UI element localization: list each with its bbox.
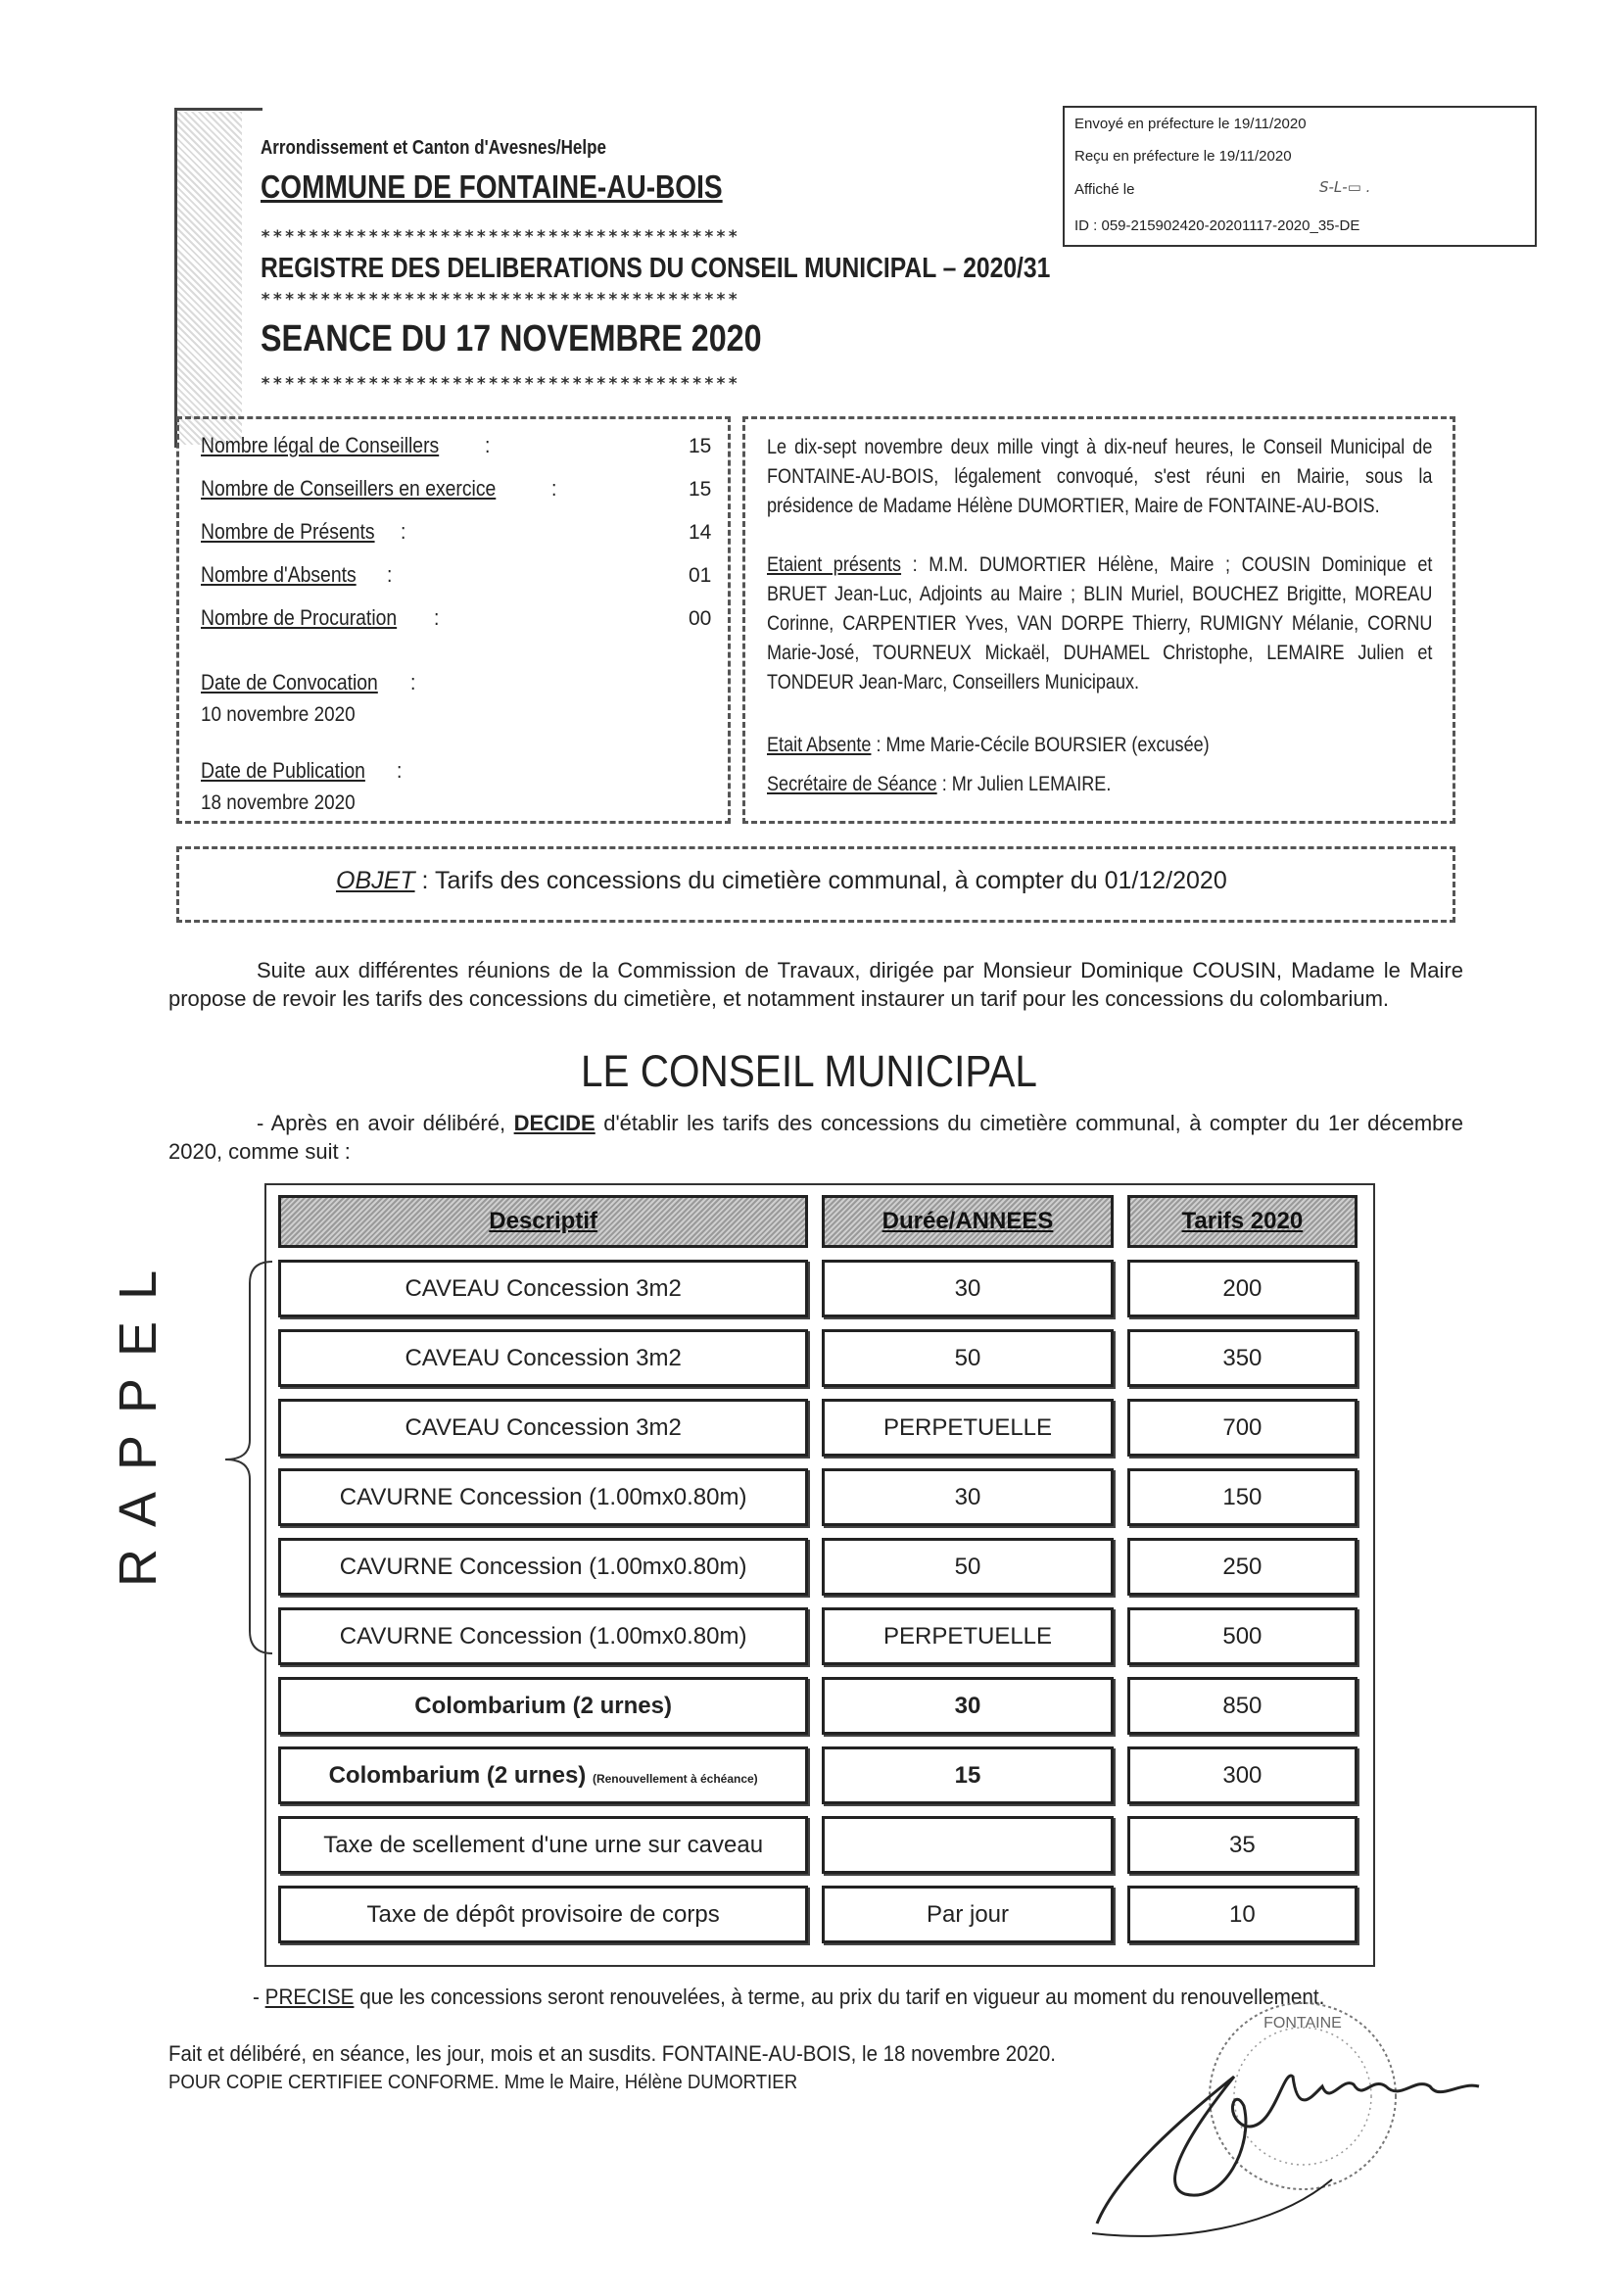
decide-prefix: - Après en avoir délibéré, [257, 1111, 506, 1135]
cell-duree: 15 [822, 1746, 1113, 1804]
decide-keyword: DECIDE [513, 1111, 596, 1135]
cell-descriptif: CAVURNE Concession (1.00mx0.80m) [278, 1607, 808, 1665]
cell-duree: Par jour [822, 1886, 1113, 1943]
cell-descriptif: CAVEAU Concession 3m2 [278, 1399, 808, 1457]
cell-duree [822, 1816, 1113, 1874]
stat-label-procuration: Nombre de Procuration [201, 605, 398, 630]
header-descriptif: Descriptif [278, 1195, 808, 1248]
header-top-rule [174, 108, 262, 111]
cell-tarif: 10 [1127, 1886, 1358, 1943]
absente-block [767, 731, 1432, 760]
secretaire-label: Secrétaire de Séance [767, 773, 937, 795]
footer-line-1: Fait et délibéré, en séance, les jour, mois et an susdits. FONTAINE-AU-BOIS, le 18 novembre 2020. [168, 2041, 1056, 2066]
secretaire-block [767, 770, 1432, 799]
decide-paragraph [168, 1109, 1463, 1166]
intro-paragraph: Suite aux différentes réunions de la Commission de Travaux, dirigée par Monsieur Dominique COUSIN, Madame le Maire propose de revoir les tarifs des concessions du cimetière, et notamment instaurer un tarif pour les concessions du colombarium. [168, 958, 1463, 1011]
conseil-title: LE CONSEIL MUNICIPAL [581, 1046, 1037, 1096]
cell-descriptif: Colombarium (2 urnes) [278, 1677, 808, 1735]
seance-title: SEANCE DU 17 NOVEMBRE 2020 [261, 318, 762, 359]
stat-value-legal: 15 [689, 435, 712, 457]
cell-tarif: 500 [1127, 1607, 1358, 1665]
tarifs-table [264, 1183, 1371, 1955]
table-row [278, 1607, 1358, 1665]
cell-tarif: 350 [1127, 1329, 1358, 1387]
commune-title: COMMUNE DE FONTAINE-AU-BOIS [261, 168, 723, 205]
date-convocation-value: 10 novembre 2020 [201, 703, 356, 726]
cell-descriptif: CAVURNE Concession (1.00mx0.80m) [278, 1538, 808, 1596]
table-row [278, 1746, 1358, 1804]
signature [1077, 2008, 1489, 2243]
stat-value-exercice: 15 [689, 478, 712, 501]
footer-line-2: POUR COPIE CERTIFIEE CONFORME. Mme le Maire, Hélène DUMORTIER [168, 2072, 798, 2093]
cell-descriptif: Taxe de scellement d'une urne sur caveau [278, 1816, 808, 1874]
cell-duree: 30 [822, 1260, 1113, 1317]
cell-tarif: 850 [1127, 1677, 1358, 1735]
cell-descriptif: CAVEAU Concession 3m2 [278, 1329, 808, 1387]
table-row [278, 1329, 1358, 1387]
precise-line: - PRECISE que les concessions seront renouvelées, à terme, au prix du tarif en vigueur au moment du renouvellement. [253, 1985, 1325, 2009]
precise-keyword: PRECISE [264, 1985, 355, 2009]
stat-label-legal: Nombre légal de Conseillers [201, 433, 440, 457]
tarifs-body [278, 1260, 1358, 1943]
header-hatch [177, 112, 242, 445]
stars-row-3: **************************************** [261, 374, 740, 394]
presents-block [767, 550, 1432, 697]
objet-text: : Tarifs des concessions du cimetière communal, à compter du 01/12/2020 [421, 867, 1227, 894]
header-duree: Durée/ANNEES [822, 1195, 1113, 1248]
objet-label: OBJET [336, 867, 415, 894]
rappel-label: RAPPEL [109, 1248, 167, 1587]
prefecture-recu: Reçu en préfecture le 19/11/2020 [1074, 148, 1292, 165]
cell-duree: PERPETUELLE [822, 1607, 1113, 1665]
tarifs-table-frame [264, 1183, 1375, 1967]
cell-tarif: 700 [1127, 1399, 1358, 1457]
prefecture-id: ID : 059-215902420-20201117-2020_35-DE [1074, 217, 1360, 234]
stats-box: Nombre légal de Conseillers : 15 Nombre de Conseillers en exercice : 15 Nombre de Présents : 14 Nombre d'Absents : 01 Nombre de Procuration : 00 Date de Convocation : 10 novembre 2020 Date de Publication : 18 novembre 2020 [176, 416, 731, 824]
prefecture-box [1063, 106, 1537, 247]
arrondissement: Arrondissement et Canton d'Avesnes/Helpe [261, 137, 606, 159]
cell-descriptif: CAVURNE Concession (1.00mx0.80m) [278, 1468, 808, 1526]
absente-label: Etait Absente [767, 734, 872, 756]
stamp-text: FONTAINE [1263, 2015, 1342, 2032]
cell-duree: 50 [822, 1538, 1113, 1596]
cell-duree: 30 [822, 1468, 1113, 1526]
cell-duree: 30 [822, 1677, 1113, 1735]
cell-duree: 50 [822, 1329, 1113, 1387]
table-row [278, 1260, 1358, 1317]
cell-tarif: 300 [1127, 1746, 1358, 1804]
objet-line [336, 867, 1227, 895]
stat-value-presents: 14 [689, 521, 712, 544]
date-publication-value: 18 novembre 2020 [201, 791, 356, 814]
decide-suffix: d'établir les tarifs des concessions du cimetière communal, à compter du 1er décembre 2020, comme suit : [168, 1111, 1463, 1164]
table-header-row [278, 1195, 1358, 1248]
header-tarifs: Tarifs 2020 [1127, 1195, 1358, 1248]
table-row [278, 1468, 1358, 1526]
affiche-date-scribble: S‑L‑▭ . [1319, 178, 1371, 196]
cell-tarif: 200 [1127, 1260, 1358, 1317]
table-row [278, 1816, 1358, 1874]
cell-tarif: 150 [1127, 1468, 1358, 1526]
stat-value-absents: 01 [689, 564, 712, 587]
cell-descriptif: Taxe de dépôt provisoire de corps [278, 1886, 808, 1943]
secretaire-text: : Mr Julien LEMAIRE. [941, 773, 1112, 795]
cell-duree: PERPETUELLE [822, 1399, 1113, 1457]
precise-text: que les concessions seront renouvelées, à terme, au prix du tarif en vigueur au moment du renouvellement. [359, 1985, 1325, 2009]
registre-title: REGISTRE DES DELIBERATIONS DU CONSEIL MUNICIPAL – 2020/31 [261, 253, 1051, 284]
prefecture-envoye: Envoyé en préfecture le 19/11/2020 [1074, 116, 1307, 132]
date-convocation-label: Date de Convocation [201, 670, 378, 694]
stars-row-1: **************************************** [261, 227, 740, 247]
presents-label: Etaient présents [767, 553, 902, 576]
stat-label-exercice: Nombre de Conseillers en exercice [201, 476, 497, 501]
objet-box [176, 846, 1455, 923]
table-row [278, 1399, 1358, 1457]
presents-text: : M.M. DUMORTIER Hélène, Maire ; COUSIN Dominique et BRUET Jean-Luc, Adjoints au Maire ; BLIN Muriel, BOUCHEZ Brigitte, MOREAU Corinne, CARPENTIER Yves, VAN DORPE Thierry, RUMIGNY Mélanie, CORNU Marie-José, TOURNEUX Mickaël, DUHAMEL Christophe, LEMAIRE Julien et TONDEUR Jean-Marc, Conseillers Municipaux. [767, 553, 1433, 694]
stat-label-presents: Nombre de Présents [201, 519, 375, 544]
table-row [278, 1538, 1358, 1596]
cell-descriptif: CAVEAU Concession 3m2 [278, 1260, 808, 1317]
stat-label-absents: Nombre d'Absents [201, 562, 357, 587]
prefecture-affiche: Affiché le [1074, 181, 1135, 198]
cell-tarif: 250 [1127, 1538, 1358, 1596]
cell-tarif: 35 [1127, 1816, 1358, 1874]
seance-details-box [742, 416, 1455, 824]
table-row [278, 1677, 1358, 1735]
stars-row-2: **************************************** [261, 290, 740, 310]
date-publication-label: Date de Publication [201, 758, 365, 783]
stat-value-procuration: 00 [689, 607, 712, 630]
absente-text: : Mme Marie-Cécile BOURSIER (excusée) [876, 734, 1210, 756]
table-row [278, 1886, 1358, 1943]
cell-descriptif: Colombarium (2 urnes) (Renouvellement à échéance) [278, 1746, 808, 1804]
seance-intro: Le dix-sept novembre deux mille vingt à dix-neuf heures, le Conseil Municipal de FONTAINE-AU-BOIS, légalement convoqué, s'est réuni en Mairie, sous la présidence de Madame Hélène DUMORTIER, Maire de FONTAINE-AU-BOIS. [767, 436, 1433, 517]
cell-note: (Renouvellement à échéance) [592, 1771, 758, 1786]
